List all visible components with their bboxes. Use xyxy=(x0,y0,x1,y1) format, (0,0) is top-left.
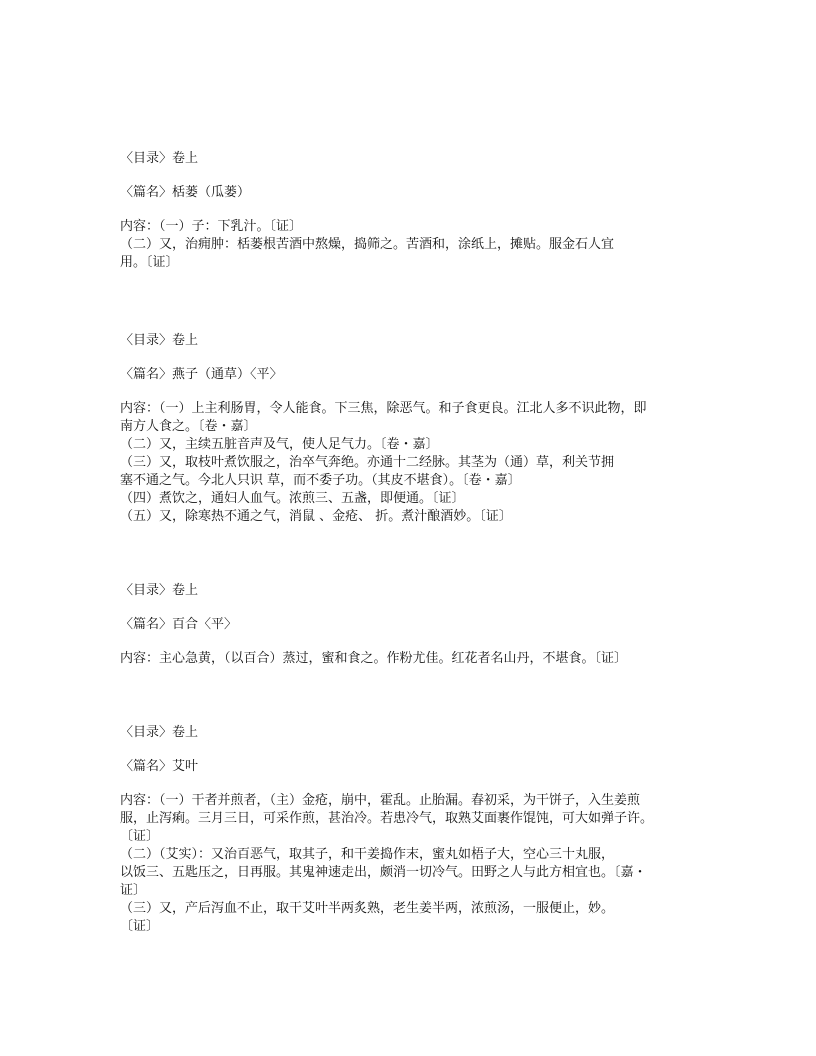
content-line: （五）又，除寒热不通之气，消鼠 、金疮、 折。煮汁酿酒妙。〔证〕 xyxy=(120,509,512,524)
entry-aiye xyxy=(120,724,700,936)
article-title: 〈篇名〉艾叶 xyxy=(120,759,199,774)
article-title: 〈篇名〉燕子（通草）〈平〉 xyxy=(120,367,283,382)
article-title: 〈篇名〉百合〈平〉 xyxy=(120,617,238,632)
catalog-heading: 〈目录〉卷上 xyxy=(120,333,199,348)
entry-gualou xyxy=(120,150,700,272)
content-line: （二）又，主续五脏音声及气，使人足气力。〔卷・嘉〕 xyxy=(120,437,439,452)
content-line: （三）又，取枝叶煮饮服之，治卒气奔绝。亦通十二经脉。其茎为（通）草，利关节拥 xyxy=(120,455,615,470)
catalog-heading: 〈目录〉卷上 xyxy=(120,583,199,598)
entry-spacer xyxy=(120,272,700,332)
content-line: 内容：（一）子：下乳汁。〔证〕 xyxy=(120,219,303,234)
content-line: （三）又，产后泻血不止，取干艾叶半两炙熟，老生姜半两，浓煎汤，一服便止，妙。 xyxy=(120,901,615,916)
content-line: 南方人食之。〔卷・嘉〕 xyxy=(120,419,257,434)
article-title: 〈篇名〉栝蒌（瓜蒌） xyxy=(120,185,251,200)
content-line: 内容：（一）上主利肠胃，令人能食。下三焦，除恶气。和子食更良。江北人多不识此物，即 xyxy=(120,401,647,416)
catalog-heading: 〈目录〉卷上 xyxy=(120,151,199,166)
content-line: 证〕 xyxy=(120,883,147,898)
content-line: 以饭三、五匙压之，日再服。其鬼神速走出，颇消一切冷气。田野之人与此方相宜也。〔嘉・ xyxy=(120,865,647,880)
content-line: 内容：（一）干者并煎者，（主）金疮，崩中，霍乱。止胎漏。春初采，为干饼子，入生姜煎 xyxy=(120,793,641,808)
content-line: 〔证〕 xyxy=(120,919,160,934)
content-line: 内容：主心急黄，（以百合）蒸过，蜜和食之。作粉尤佳。红花者名山丹，不堪食。〔证〕 xyxy=(120,651,628,666)
catalog-heading: 〈目录〉卷上 xyxy=(120,725,199,740)
entry-baihe xyxy=(120,582,700,668)
entry-spacer xyxy=(120,668,700,724)
entry-yanzi xyxy=(120,332,700,526)
content-line: 用。〔证〕 xyxy=(120,255,179,270)
content-line: （二）又，治痈肿：栝蒌根苦酒中熬燥，捣筛之。苦酒和，涂纸上，摊贴。服金石人宜 xyxy=(120,237,615,252)
document-page xyxy=(120,150,700,936)
content-line: 服，止泻痢。三月三日，可采作煎，甚治冷。若患冷气，取熟艾面裹作馄饨，可大如弹子许。 xyxy=(120,811,654,826)
article-content xyxy=(120,400,700,526)
article-content xyxy=(120,218,700,272)
content-line: （四）煮饮之，通妇人血气。浓煎三、五盏，即便通。〔证〕 xyxy=(120,491,465,506)
content-line: 〔证〕 xyxy=(120,829,160,844)
article-content xyxy=(120,792,700,936)
article-content xyxy=(120,650,700,668)
content-line: （二）（艾实）：又治百恶气，取其子，和干姜捣作末，蜜丸如梧子大，空心三十丸服， xyxy=(120,847,615,862)
entry-spacer xyxy=(120,526,700,582)
content-line: 塞不通之气。今北人只识 草，而不委子功。（其皮不堪食）。〔卷・嘉〕 xyxy=(120,473,521,488)
